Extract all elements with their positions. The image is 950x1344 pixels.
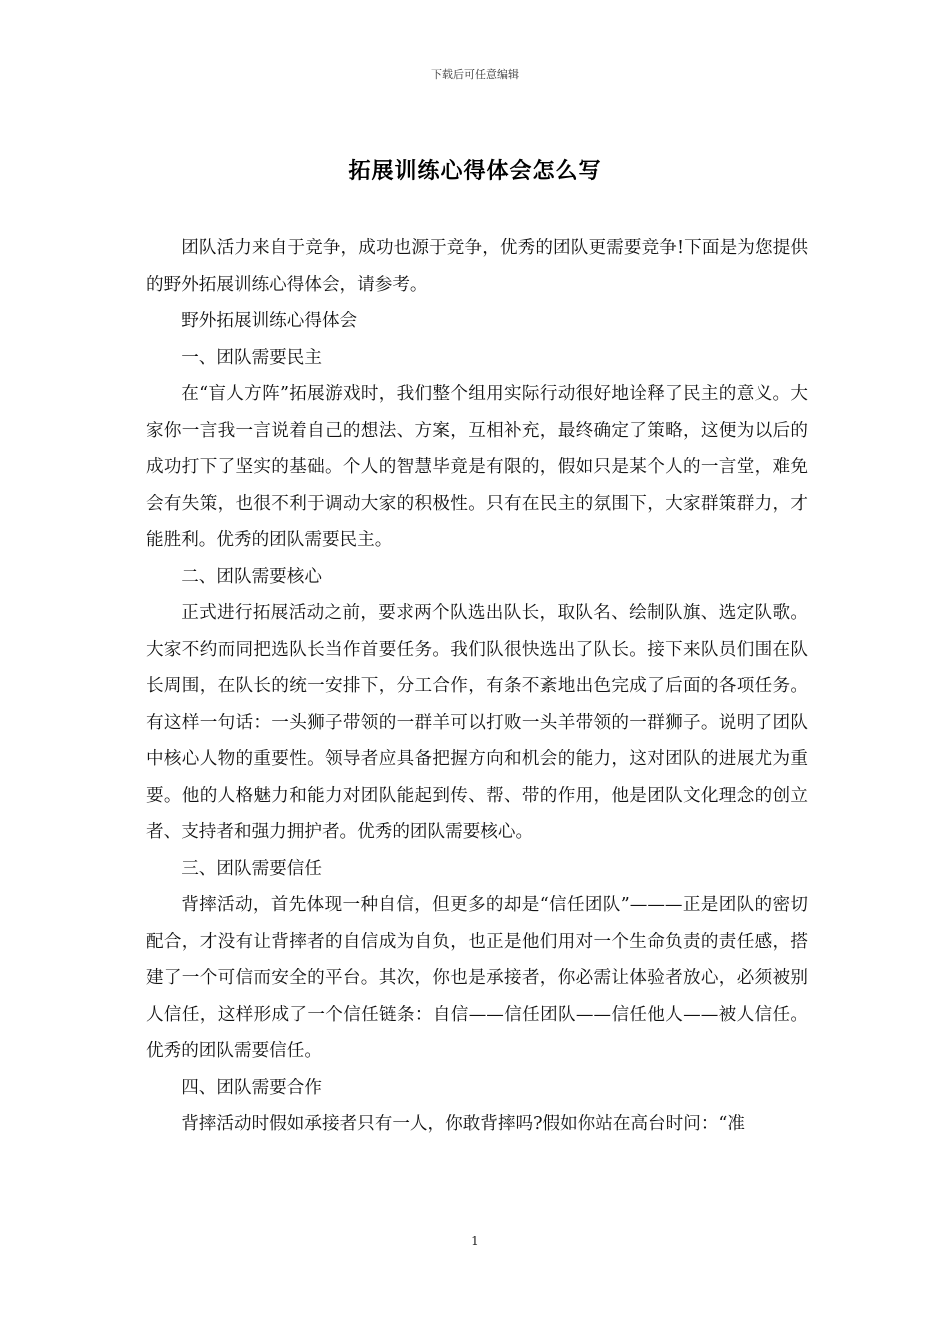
section-paragraph-trust: 背摔活动，首先体现一种自信，但更多的却是“信任团队”———正是团队的密切配合，才没有让背摔者的自信成为自负，也正是他们用对一个生命负责的责任感，搭建了一个可信而安全的平台。其次，你也是承接者，你必需让体验者放心，必须被别人信任，这样形成了一个信任链条：自信——信任团队——信任他人——被人信任。优秀的团队需要信任。 — [146, 895, 808, 1061]
section-heading-trust: 三、团队需要信任 — [181, 858, 322, 879]
document-body — [146, 230, 808, 1143]
header-note: 下载后可任意编辑 — [431, 68, 519, 81]
section-paragraph-democracy: 在“盲人方阵”拓展游戏时，我们整个组用实际行动很好地诠释了民主的意义。大家你一言我一言说着自己的想法、方案，互相补充，最终确定了策略，这便为以后的成功打下了坚实的基础。个人的智慧毕竟是有限的，假如只是某个人的一言堂，难免会有失策，也很不利于调动大家的积极性。只有在民主的氛围下，大家群策群力，才能胜利。优秀的团队需要民主。 — [146, 384, 808, 550]
page-number: 1 — [471, 1234, 479, 1248]
section-heading-democracy: 一、团队需要民主 — [181, 347, 322, 368]
section-paragraph-cooperation: 背摔活动时假如承接者只有一人，你敢背摔吗?假如你站在高台时问：“准 — [181, 1114, 746, 1134]
section-paragraph-core: 正式进行拓展活动之前，要求两个队选出队长，取队名、绘制队旗、选定队歌。大家不约而同把选队长当作首要任务。我们队很快选出了队长。接下来队员们围在队长周围，在队长的统一安排下，分工合作，有条不紊地出色完成了后面的各项任务。有这样一句话：一头狮子带领的一群羊可以打败一头羊带领的一群狮子。说明了团队中核心人物的重要性。领导者应具备把握方向和机会的能力，这对团队的进展尤为重要。他的人格魅力和能力对团队能起到传、帮、带的作用，他是团队文化理念的创立者、支持者和强力拥护者。优秀的团队需要核心。 — [146, 603, 808, 842]
section-heading-cooperation: 四、团队需要合作 — [181, 1077, 322, 1098]
subtitle-heading: 野外拓展训练心得体会 — [181, 311, 358, 331]
intro-paragraph: 团队活力来自于竞争，成功也源于竞争，优秀的团队更需要竞争!下面是为您提供的野外拓展训练心得体会，请参考。 — [146, 238, 808, 295]
section-heading-core: 二、团队需要核心 — [181, 566, 322, 587]
document-title: 拓展训练心得体会怎么写 — [348, 158, 602, 184]
